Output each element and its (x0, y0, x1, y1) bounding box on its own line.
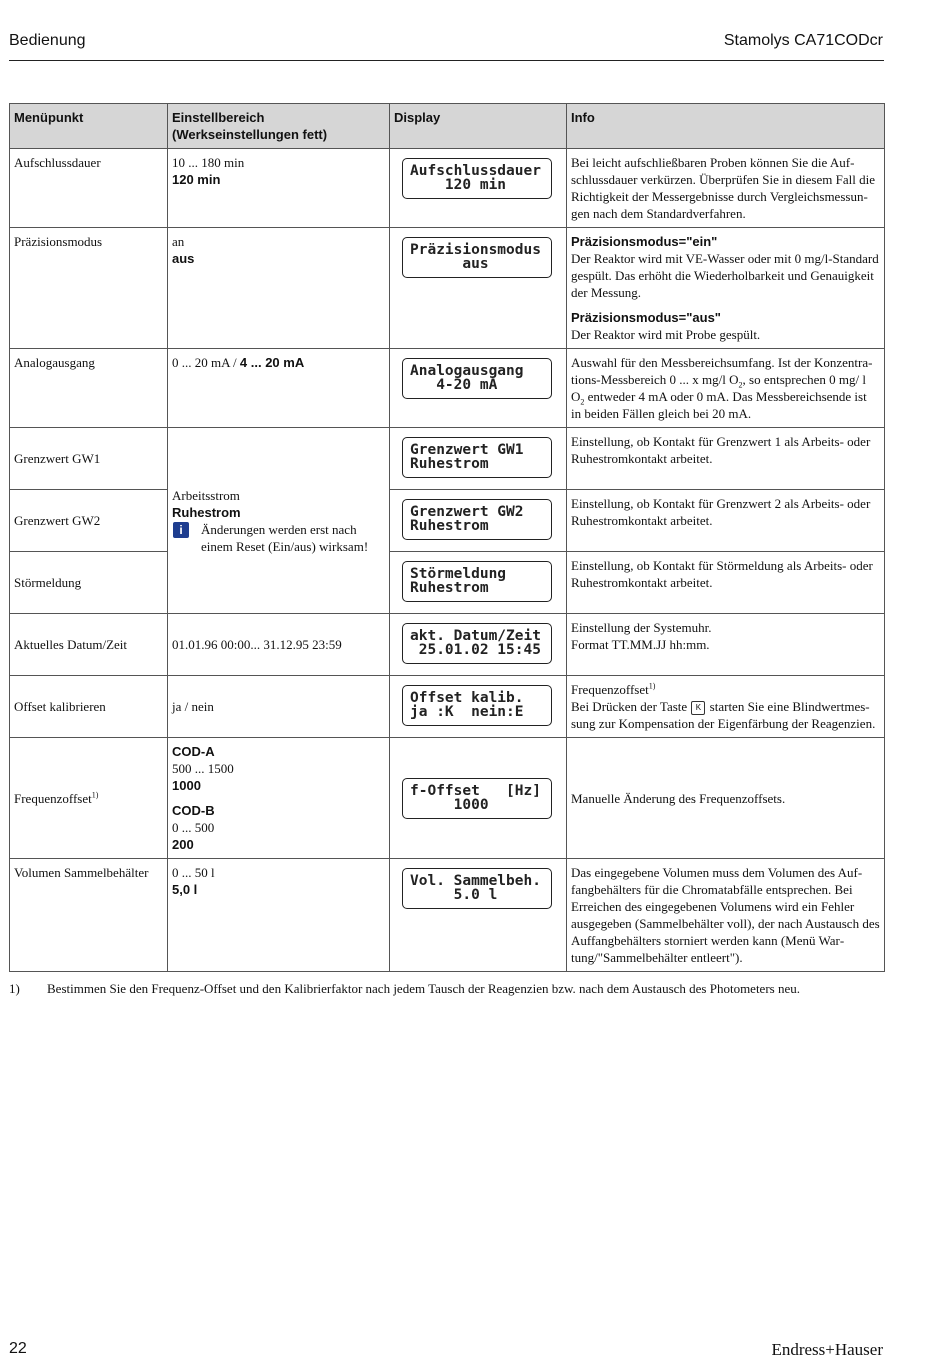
table-row (10, 676, 885, 738)
reset-note: i Änderungen werden erst nach einem Reset (Ein/aus) wirksam! (172, 521, 385, 555)
lcd-display: Präzisionsmodus aus (402, 237, 552, 278)
menu-item-label: Offset kalibrieren (10, 676, 168, 738)
lcd-display: akt. Datum/Zeit 25.01.02 15:45 (402, 623, 552, 664)
lcd-display: f-Offset [Hz] 1000 (402, 778, 552, 819)
setting-range: an aus (168, 228, 390, 349)
setting-range: 0 ... 50 l 5,0 l (168, 859, 390, 972)
info-text: Auswahl für den Messbereichsumfang. Ist der Konzentrations-Messbereich 0 ... x mg/l $O_2$, so entsprechen 0 mg/ l $O_2$ entweder 4 mA oder 0 mA. Das Messbereichsende ist in beiden Fällen gleich bei 20 mA. (567, 349, 885, 428)
display-cell (390, 859, 567, 972)
info-icon: i (173, 522, 189, 538)
menu-item-label: Analogausgang (10, 349, 168, 428)
info-text: Einstellung der Systemuhr. Format TT.MM.JJ hh:mm. (567, 614, 885, 676)
setting-range: 0 ... 20 mA / 4 ... 20 mA (168, 349, 390, 428)
display-cell (390, 552, 567, 614)
info-text: Frequenzoffset$^{1)}$ Bei Drücken der Taste K starten Sie eine Blindwertmessung zur Kompensation der Eigenfärbung der Reagenzien. (567, 676, 885, 738)
info-text: Einstellung, ob Kontakt für Störmeldung als Arbeits- oder Ruhestromkontakt arbeitet. (567, 552, 885, 614)
setting-range: ja / nein (168, 676, 390, 738)
menu-item-label: Volumen Sammelbehälter (10, 859, 168, 972)
lcd-display: Offset kalib. ja :K nein:E (402, 685, 552, 726)
key-k-icon: K (691, 701, 705, 715)
display-cell (390, 349, 567, 428)
table-row (10, 859, 885, 972)
setting-range: COD-A 500 ... 1500 1000 COD-B 0 ... 500 200 (168, 738, 390, 859)
setting-range: Arbeitsstrom Ruhestrom i Änderungen werden erst nach einem Reset (Ein/aus) wirksam! (168, 428, 390, 614)
table-row (10, 349, 885, 428)
footnote: 1) Bestimmen Sie den Frequenz-Offset und den Kalibrierfaktor nach jedem Tausch der Reagenzien bzw. nach dem Austausch des Photometers neu. (9, 981, 800, 996)
table-row (10, 149, 885, 228)
menu-item-label: Frequenzoffset$^{1)}$ (10, 738, 168, 859)
col-header-display: Display (390, 104, 567, 149)
brand-name: Endress+Hauser (771, 1340, 883, 1359)
lcd-display: Grenzwert GW1 Ruhestrom (402, 437, 552, 478)
display-cell (390, 738, 567, 859)
display-cell (390, 149, 567, 228)
display-cell (390, 614, 567, 676)
col-header-info: Info (567, 104, 885, 149)
lcd-display: Störmeldung Ruhestrom (402, 561, 552, 602)
table-row (10, 614, 885, 676)
lcd-display: Grenzwert GW2 Ruhestrom (402, 499, 552, 540)
display-cell (390, 228, 567, 349)
lcd-display: Analogausgang 4-20 mA (402, 358, 552, 399)
info-text: Manuelle Änderung des Frequenzoffsets. (567, 738, 885, 859)
table-row (10, 490, 885, 552)
info-text: Bei leicht aufschließbaren Proben können Sie die Aufschlussdauer verkürzen. Überprüfen Sie in diesem Fall die Richtigkeit der Messergebnisse durch Vergleichsmessungen nach dem Standardverfahren. (567, 149, 885, 228)
table-row (10, 552, 885, 614)
menu-item-label: Grenzwert GW2 (10, 490, 168, 552)
table-header-row (10, 104, 885, 149)
menu-item-label: Aktuelles Datum/Zeit (10, 614, 168, 676)
page-number: 22 (9, 1340, 27, 1357)
info-text: Das eingegebene Volumen muss dem Volumen des Auffangbehälters für die Chromatabfälle entsprechen. Bei Erreichen des eingegebenen Volumens wird ein Fehler ausgegeben (Sammelbehälter voll), der nach Austausch des Auffangbehälters storniert werden kann (Menü Wartung/"Sammelbehälter entleert"). (567, 859, 885, 972)
info-text: Präzisionsmodus="ein" Der Reaktor wird mit VE-Wasser oder mit 0 mg/l-Standard gespült. Das erhöht die Wiederholbarkeit und Genauigkeit der Messung. Präzisionsmodus="aus" Der Reaktor wird mit Probe gespült. (567, 228, 885, 349)
table-row (10, 228, 885, 349)
setting-range: 01.01.96 00:00... 31.12.95 23:59 (168, 614, 390, 676)
lcd-display: Aufschlussdauer 120 min (402, 158, 552, 199)
menu-item-label: Grenzwert GW1 (10, 428, 168, 490)
setting-range: 10 ... 180 min 120 min (168, 149, 390, 228)
info-text: Einstellung, ob Kontakt für Grenzwert 2 als Arbeits- oder Ruhestromkontakt arbeitet. (567, 490, 885, 552)
table-row (10, 738, 885, 859)
header-divider (9, 60, 884, 61)
lcd-display: Vol. Sammelbeh. 5.0 l (402, 868, 552, 909)
display-cell (390, 676, 567, 738)
section-title: Bedienung (9, 32, 86, 49)
menu-item-label: Aufschlussdauer (10, 149, 168, 228)
product-title: Stamolys CA71CODcr (723, 32, 883, 49)
display-cell (390, 490, 567, 552)
settings-table (9, 103, 885, 972)
col-header-range: Einstellbereich (Werkseinstellungen fett) (168, 104, 390, 149)
display-cell (390, 428, 567, 490)
col-header-menu: Menüpunkt (10, 104, 168, 149)
menu-item-label: Präzisionsmodus (10, 228, 168, 349)
info-text: Einstellung, ob Kontakt für Grenzwert 1 als Arbeits- oder Ruhestromkontakt arbeitet. (567, 428, 885, 490)
menu-item-label: Störmeldung (10, 552, 168, 614)
table-row (10, 428, 885, 490)
